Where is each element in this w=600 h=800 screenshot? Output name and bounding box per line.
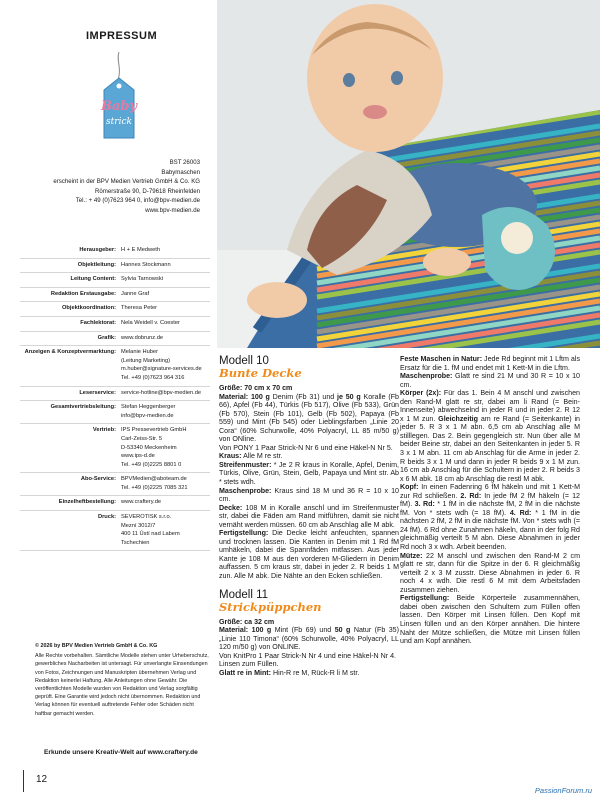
finishing-text: Beide Körperteile zusammennähen, dabei oben zwischen den Schultern zum Füllen offen lassen. Den Körper mit Linsen füllen. Den Kopf mit Linsen füllen und an den Körper annähen. Die hintere Naht der Mütze schließen, die Mütze mit Linsen füllen und am Kopf annähen.: [400, 594, 580, 646]
crop-mark: [13, 770, 24, 792]
staff-row: [20, 302, 210, 317]
staff-value-line: Tschechien: [121, 539, 150, 546]
staff-value-line: info@bpv-medien.de: [121, 412, 174, 419]
staff-value-line: SEVEROTISK s.r.o.: [121, 514, 172, 521]
body-bold: Gleichzeitig: [438, 414, 478, 423]
staff-label: Leserservice:: [79, 389, 116, 396]
publisher-line: www.bpv-medien.de: [145, 206, 200, 214]
staff-value-line: IPS Pressevertrieb GmbH: [121, 427, 187, 434]
staff-value-line: Tel. +49 (0)7623 964 316: [121, 374, 185, 381]
staff-label: Abo-Service:: [80, 476, 116, 483]
model11-stockinette-text: Hin-R re M, Rück-R li M str.: [271, 668, 360, 677]
copyright-block: [35, 642, 210, 718]
staff-row: [20, 259, 210, 274]
model10-finishing-label: Fertigstellung:: [219, 529, 269, 538]
body-rest: am re Rand (= Seitenkante) in jeder 5. R 3 x 1 M abn. 6,5 cm ab Anschlag alle M stilllegen. Das 2. Bein gegengleich str. Nun über alle M beider Beine str, dabei an den Seitenkanten in jeder 5. R 3 x 1 M abn. 11 cm ab Anschlag für die Arme in jeder 2. R beids 3 x 1 M und dann in jeder R beids 9 x 1 M zun. 16 cm ab Anschlag für die Schultern in jeder 2. R beids 3 x 6 M abk. 18 cm ab Anschlag die restl M abk.: [400, 414, 580, 483]
model10-kraus-text: Alle M re str.: [241, 452, 283, 461]
sc-text: Jede Rd beginnt mit 1 Lftm als Ersatz für die 1. fM und endet mit 1 Kett-M in die Lftm.: [400, 355, 580, 372]
staff-value: [121, 290, 210, 299]
staff-label: Leitung Content:: [70, 276, 116, 283]
staff-label: Objektkoordination:: [61, 305, 116, 312]
head-round4-label: 4. Rd:: [509, 508, 532, 517]
staff-value-line: Melanie Huber: [121, 349, 158, 356]
model11-material-rest: Natur (Fb 35) „Linie 110 Timona“ (60% Schurwolle, 40% Polyacryl, LL 120 m/50 g) von ONLINE.: [219, 626, 399, 652]
staff-value-line: www.craftery.de: [121, 499, 162, 506]
model10-material-text: Denim (Fb 31) und: [269, 392, 337, 401]
staff-label: Vertrieb:: [92, 427, 116, 434]
hat-label: Mütze:: [400, 551, 423, 560]
gauge-label: Maschenprobe:: [400, 372, 453, 381]
head-round4-text: * 1 fM in die nächsten 2 fM, 2 fM in die nächste fM. Von * stets wdh (= 24 fM). 6 Rd ohne Zunahmen häkeln, dann in der folg Rd gleichmäßig verteilt 5 M abn. Diese Abnahmen in jeder Rd noch 3 x wdh. Arbeit beenden.: [400, 508, 580, 552]
staff-value-line: www.dobrunz.de: [121, 334, 164, 341]
staff-value-line: Nela Weidell v. Coester: [121, 319, 180, 326]
staff-value-line: Janne Graf: [121, 290, 150, 297]
finishing-label: Fertigstellung:: [400, 594, 450, 603]
head-round3-label: 3. Rd:: [414, 500, 435, 509]
model10-gauge-text: Kraus sind 18 M und 36 R = 10 x 10 cm.: [219, 486, 399, 504]
staff-value-line: 400 11 Ústí nad Labem: [121, 531, 180, 538]
model10-gauge-label: Maschenprobe:: [219, 486, 272, 495]
publisher-line: BST 26003: [169, 159, 200, 166]
staff-value: [121, 319, 210, 328]
model10-material-bold: je 50 g: [337, 392, 361, 401]
staff-value: [121, 498, 210, 507]
staff-label: Fachlektorat:: [80, 319, 116, 326]
staff-value-line: Theresa Peter: [121, 305, 158, 312]
staff-value-line: Hannes Stockmann: [121, 261, 171, 268]
copyright-text: Alle Rechte vorbehalten. Sämtliche Modelle stehen unter Urheberschutz, gewerbliches Nacharbeiten ist untersagt. Für unverlangte Einsendungen von Fotos, Zeichnungen und Manuskripten übernehmen Verlag und Redaktion keinerlei Haftung. Alle Anleitungen ohne Gewähr. Die veröffentlichten Modelle wurden von Redaktion und Verlag sorgfältig geprüft. Eine Garantie wird jedoch nicht übernommen. Redaktion und Verlag können für eventuell auftretende Fehler oder Schäden nicht haftbar gemacht werden.: [35, 653, 209, 717]
staff-row: [20, 317, 210, 332]
hat-text: 22 M anschl und zwischen den Rand-M 2 cm glatt re str, dann für die Spitze in der 6. R gleichmäßig verteilt 2 x 3 M zusstr. Diese Abnahmen in jeder 6. R noch 4 x wdh. Die restl 6 M mit dem Arbeitsfaden zusammen ziehen.: [400, 551, 580, 594]
staff-row: [20, 387, 210, 402]
staff-value: [121, 348, 210, 382]
copyright-heading: © 2026 by BPV Medien Vertrieb GmbH & Co. KG: [35, 643, 158, 649]
staff-value: [121, 475, 210, 492]
model10-number: Modell 10: [219, 355, 269, 367]
staff-row: [20, 496, 210, 511]
staff-value-line: www.ips-d.de: [121, 453, 155, 460]
craftery-promo: Erkunde unsere Kreativ-Welt auf www.craftery.de: [44, 749, 198, 756]
head-round2-text: In jede fM 2 fM häkeln (= 12 fM).: [400, 491, 580, 509]
baby-photo: [217, 0, 600, 348]
staff-label: Gesamtvertriebsleitung:: [50, 404, 116, 411]
staff-label: Grafik:: [97, 334, 116, 341]
staff-label: Anzeigen & Konzeptvermarktung:: [24, 349, 116, 356]
staff-label: Objektleitung:: [77, 261, 116, 268]
model10-material-label: Material: 100 g: [219, 392, 270, 401]
column-left: [219, 355, 399, 677]
model11-filling: Linsen zum Füllen.: [219, 660, 279, 669]
staff-row: [20, 424, 210, 473]
staff-row: [20, 273, 210, 288]
model11-number: Modell 11: [219, 588, 269, 601]
staff-value-line: service-hotline@bpv-medien.de: [121, 389, 202, 396]
staff-row: [20, 473, 210, 496]
model11-size: Größe: ca 32 cm: [219, 617, 275, 626]
head-round3-text: * 1 fM in die nächste fM, 2 fM in die nächste fM. Von * stets wdh (= 18 fM).: [400, 500, 580, 517]
model10-kraus-label: Kraus:: [219, 452, 242, 461]
staff-value: [121, 426, 210, 469]
body-label: Körper (2x):: [400, 389, 442, 398]
model10-size: Größe: 70 cm x 70 cm: [219, 384, 293, 392]
model11-material-label: Material: 100 g: [219, 626, 272, 635]
staff-value: [121, 389, 210, 398]
staff-value-line: Mezní 3012/7: [121, 522, 156, 529]
staff-row: [20, 288, 210, 303]
logo-text-strick: strick: [106, 117, 132, 127]
staff-row: [20, 346, 210, 386]
staff-row: [20, 511, 210, 551]
staff-value: [121, 261, 210, 270]
publisher-block: [20, 158, 200, 216]
staff-row: [20, 244, 210, 259]
head-text: In einen Fadenring 6 fM häkeln und mit 1 Kett-M zur Rd schließen.: [400, 483, 580, 500]
sc-label: Feste Maschen in Natur:: [400, 355, 483, 363]
staff-value-line: Stefan Heggenberger: [121, 404, 176, 411]
model11-title: Strickpüppchen: [219, 599, 322, 614]
staff-value-line: Tel. +49 (0)2225 7085 321: [121, 484, 188, 491]
staff-value: [121, 304, 210, 313]
model10-stripes-label: Streifenmuster:: [219, 460, 272, 469]
page-number: 12: [36, 774, 48, 785]
publisher-line: erscheint in der BPV Medien Vertrieb GmbH & Co. KG: [53, 178, 200, 186]
gauge-text: Glatt re sind 21 M und 30 R = 10 x 10 cm.: [400, 372, 580, 389]
publisher-line: Tel.: + 49 (0)7623 964 0, info@bpv-medien.de: [75, 197, 200, 205]
model11-material-text: Mint (Fb 69) und: [271, 626, 335, 635]
column-right: [400, 355, 580, 646]
staff-label: Herausgeber:: [79, 247, 116, 253]
model11-material-bold: 50 g: [334, 626, 351, 635]
staff-value-line: Tel. +49 (0)2225 8801 0: [121, 461, 182, 468]
staff-value-line: m.huber@signature-services.de: [121, 366, 202, 373]
staff-value: [121, 403, 210, 420]
staff-list: [20, 244, 210, 551]
staff-value-line: Carl-Zeiss-Str. 5: [121, 435, 163, 442]
staff-label: Einzelheftbestellung:: [58, 499, 116, 506]
staff-value-line: BPVMedien@aboteam.de: [121, 476, 187, 483]
staff-value-line: (Leitung Marketing): [121, 357, 170, 364]
staff-value: [121, 513, 210, 547]
model11-needles: Von KnitPro 1 Paar Strick-N Nr 4 und eine Häkel-N Nr 4.: [219, 651, 397, 660]
staff-value: [121, 275, 210, 284]
model10-title: Bunte Decke: [219, 366, 302, 380]
staff-value: [121, 334, 210, 343]
staff-value-line: H + E Medweth: [121, 247, 161, 253]
head-round2-label: 2. Rd:: [460, 491, 482, 500]
impressum-heading: IMPRESSUM: [86, 30, 158, 42]
logo-text-baby: Baby: [100, 99, 138, 114]
publisher-line: Römerstraße 90, D-79618 Rheinfelden: [94, 187, 200, 195]
babystrick-logo: [94, 50, 144, 145]
body-text: Für das 1. Bein 4 M anschl und zwischen den Rand-M glatt re str, dabei am li Rand (= Bein-Innenseite) abwechselnd in jeder R und in jeder 2. R 12 x 1 M zun.: [400, 389, 580, 423]
model10-needles: Von PONY 1 Paar Strick-N Nr 6 und eine Häkel-N Nr 5.: [219, 443, 393, 452]
watermark: PassionForum.ru: [534, 786, 592, 795]
model10-finishing-text: Die Decke leicht anfeuchten, spannen und trocknen lassen. Die Kanten in Denim mit 1 Rd fM umhäkeln, dabei die Spannfäden mitfassen. Aus jeder Kante je 108 M aus den vorderen M-Gliedern in Denim auffassen. 5 cm kraus str, dabei in jeder 2. R beids 1 M zun. Alle M abk. Die Nähte an den Ecken schließen.: [219, 529, 399, 581]
staff-label: Redaktion Erstausgabe:: [50, 290, 116, 297]
staff-value-line: D-53340 Meckenheim: [121, 444, 177, 451]
model10-blanket-text: 108 M in Koralle anschl und im Streifenmuster str, dabei die Fäden am Rand mitführen, damit sie nicht vernäht werden müssen. 60 cm ab Anschlag alle M abk.: [219, 503, 399, 529]
staff-value: [121, 246, 210, 255]
staff-row: [20, 401, 210, 424]
staff-label: Druck:: [97, 514, 116, 521]
model10-stripes-text: * Je 2 R kraus in Koralle, Apfel, Denim, Türkis, Olive, Grün, Stein, Gelb, Papaya und Mint str. Ab * stets wdh.: [219, 460, 399, 487]
model11-stockinette-label: Glatt re in Mint:: [219, 668, 272, 677]
model10-material-rest: Koralle (Fb 66), Apfel (Fb 44), Türkis (Fb 517), Olive (Fb 533), Grün (Fb 570), Stein (Fb 101), Gelb (Fb 502), Papaya (Fb 559) und Mint (Fb 545) oder Lieblingsfarben „Linie 20 Cora“ (60% Schurwolle, 40% Polyacryl, LL 85 m/50 g) von ONline.: [219, 392, 399, 444]
model10-blanket-label: Decke:: [219, 503, 243, 512]
publisher-line: Babymaschen: [161, 168, 200, 176]
staff-row: [20, 332, 210, 347]
staff-value-line: Sylvia Tarnowski: [121, 276, 163, 283]
head-label: Kopf:: [400, 483, 419, 492]
